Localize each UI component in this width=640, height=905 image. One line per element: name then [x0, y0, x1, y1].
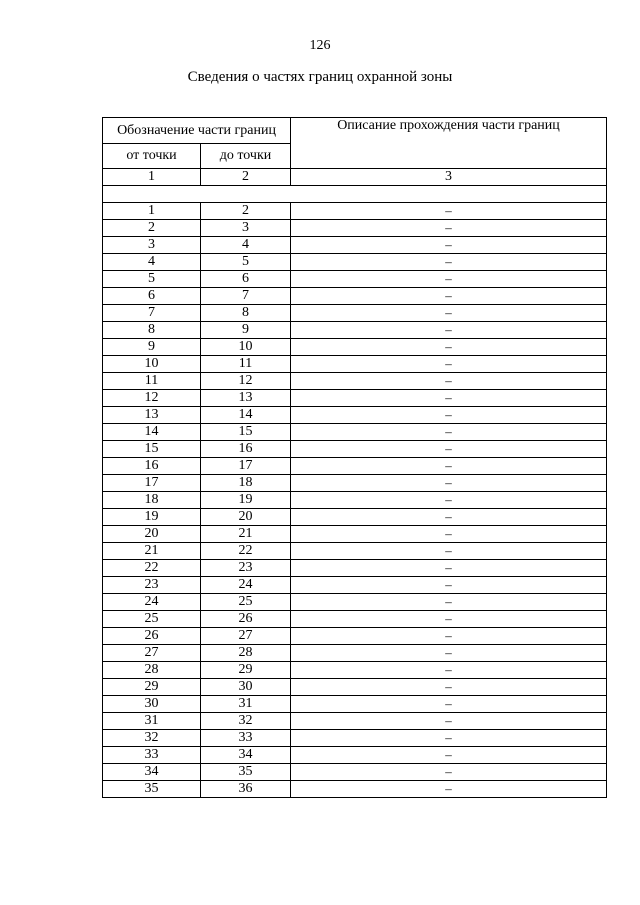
from-point-cell: 30	[103, 696, 201, 713]
to-point-cell: 8	[201, 305, 291, 322]
to-point-cell: 32	[201, 713, 291, 730]
description-cell: –	[291, 543, 607, 560]
from-point-cell: 3	[103, 237, 201, 254]
to-point-cell: 10	[201, 339, 291, 356]
table-row	[103, 713, 607, 730]
from-point-cell: 23	[103, 577, 201, 594]
header-row-main	[103, 118, 607, 144]
to-point-cell: 12	[201, 373, 291, 390]
from-point-cell: 11	[103, 373, 201, 390]
to-point-cell: 16	[201, 441, 291, 458]
table-row	[103, 492, 607, 509]
description-cell: –	[291, 730, 607, 747]
to-point-cell: 13	[201, 390, 291, 407]
from-point-cell: 25	[103, 611, 201, 628]
table-row	[103, 747, 607, 764]
table-row	[103, 475, 607, 492]
from-point-cell: 21	[103, 543, 201, 560]
from-point-cell: 10	[103, 356, 201, 373]
table-row	[103, 441, 607, 458]
table-row	[103, 271, 607, 288]
table-row	[103, 356, 607, 373]
to-point-cell: 28	[201, 645, 291, 662]
description-cell: –	[291, 526, 607, 543]
header-boundary-designation: Обозначение части границ	[103, 118, 291, 144]
description-cell: –	[291, 220, 607, 237]
from-point-cell: 13	[103, 407, 201, 424]
description-cell: –	[291, 560, 607, 577]
description-cell: –	[291, 407, 607, 424]
from-point-cell: 22	[103, 560, 201, 577]
description-cell: –	[291, 679, 607, 696]
description-cell: –	[291, 747, 607, 764]
table-row	[103, 305, 607, 322]
header-to-point: до точки	[201, 144, 291, 169]
to-point-cell: 6	[201, 271, 291, 288]
spacer-cell	[103, 186, 607, 203]
description-cell: –	[291, 339, 607, 356]
from-point-cell: 12	[103, 390, 201, 407]
to-point-cell: 3	[201, 220, 291, 237]
table-row	[103, 424, 607, 441]
description-cell: –	[291, 577, 607, 594]
table-row	[103, 764, 607, 781]
table-row	[103, 509, 607, 526]
to-point-cell: 21	[201, 526, 291, 543]
table-row	[103, 339, 607, 356]
description-cell: –	[291, 305, 607, 322]
from-point-cell: 33	[103, 747, 201, 764]
description-cell: –	[291, 458, 607, 475]
header-boundary-description: Описание прохождения части границ	[291, 118, 607, 169]
to-point-cell: 27	[201, 628, 291, 645]
from-point-cell: 4	[103, 254, 201, 271]
from-point-cell: 28	[103, 662, 201, 679]
to-point-cell: 35	[201, 764, 291, 781]
to-point-cell: 4	[201, 237, 291, 254]
from-point-cell: 2	[103, 220, 201, 237]
table-row	[103, 458, 607, 475]
page-number: 126	[309, 38, 331, 53]
table-row	[103, 237, 607, 254]
table-row	[103, 373, 607, 390]
table-row	[103, 220, 607, 237]
table-row	[103, 390, 607, 407]
table-row	[103, 645, 607, 662]
description-cell: –	[291, 271, 607, 288]
table-body	[103, 169, 607, 798]
table-row	[103, 526, 607, 543]
table-row	[103, 203, 607, 220]
spacer-row	[103, 186, 607, 203]
to-point-cell: 17	[201, 458, 291, 475]
description-cell: –	[291, 764, 607, 781]
table-row	[103, 254, 607, 271]
to-point-cell: 26	[201, 611, 291, 628]
from-point-cell: 1	[103, 203, 201, 220]
table-row	[103, 696, 607, 713]
table-row	[103, 662, 607, 679]
table-header	[103, 118, 607, 169]
from-point-cell: 15	[103, 441, 201, 458]
from-point-cell: 34	[103, 764, 201, 781]
description-cell: –	[291, 594, 607, 611]
table-row	[103, 577, 607, 594]
description-cell: –	[291, 322, 607, 339]
description-cell: –	[291, 254, 607, 271]
description-cell: –	[291, 237, 607, 254]
to-point-cell: 25	[201, 594, 291, 611]
to-point-cell: 34	[201, 747, 291, 764]
from-point-cell: 26	[103, 628, 201, 645]
description-cell: –	[291, 645, 607, 662]
description-cell: –	[291, 288, 607, 305]
to-point-cell: 22	[201, 543, 291, 560]
column-number-row	[103, 169, 607, 186]
to-point-cell: 33	[201, 730, 291, 747]
from-point-cell: 8	[103, 322, 201, 339]
to-point-cell: 2	[201, 203, 291, 220]
description-cell: –	[291, 492, 607, 509]
from-point-cell: 7	[103, 305, 201, 322]
to-point-cell: 24	[201, 577, 291, 594]
from-point-cell: 5	[103, 271, 201, 288]
table-row	[103, 322, 607, 339]
to-point-cell: 29	[201, 662, 291, 679]
description-cell: –	[291, 424, 607, 441]
from-point-cell: 19	[103, 509, 201, 526]
table-row	[103, 560, 607, 577]
description-cell: –	[291, 356, 607, 373]
to-point-cell: 15	[201, 424, 291, 441]
from-point-cell: 29	[103, 679, 201, 696]
table-row	[103, 730, 607, 747]
to-point-cell: 31	[201, 696, 291, 713]
to-point-cell: 23	[201, 560, 291, 577]
column-number-1: 1	[103, 169, 201, 186]
page-title: Сведения о частях границ охранной зоны	[187, 69, 453, 85]
to-point-cell: 5	[201, 254, 291, 271]
description-cell: –	[291, 475, 607, 492]
table-row	[103, 611, 607, 628]
description-cell: –	[291, 662, 607, 679]
description-cell: –	[291, 441, 607, 458]
from-point-cell: 32	[103, 730, 201, 747]
from-point-cell: 27	[103, 645, 201, 662]
to-point-cell: 36	[201, 781, 291, 798]
from-point-cell: 18	[103, 492, 201, 509]
from-point-cell: 20	[103, 526, 201, 543]
table-row	[103, 679, 607, 696]
header-from-point: от точки	[103, 144, 201, 169]
from-point-cell: 24	[103, 594, 201, 611]
table-row	[103, 288, 607, 305]
column-number-2: 2	[201, 169, 291, 186]
description-cell: –	[291, 781, 607, 798]
description-cell: –	[291, 509, 607, 526]
to-point-cell: 9	[201, 322, 291, 339]
description-cell: –	[291, 203, 607, 220]
table-row	[103, 594, 607, 611]
column-number-3: 3	[291, 169, 607, 186]
boundary-parts-table	[102, 117, 607, 798]
description-cell: –	[291, 611, 607, 628]
from-point-cell: 31	[103, 713, 201, 730]
description-cell: –	[291, 373, 607, 390]
from-point-cell: 14	[103, 424, 201, 441]
to-point-cell: 7	[201, 288, 291, 305]
table-row	[103, 543, 607, 560]
from-point-cell: 9	[103, 339, 201, 356]
to-point-cell: 14	[201, 407, 291, 424]
table-row	[103, 781, 607, 798]
from-point-cell: 6	[103, 288, 201, 305]
to-point-cell: 20	[201, 509, 291, 526]
description-cell: –	[291, 628, 607, 645]
description-cell: –	[291, 696, 607, 713]
from-point-cell: 17	[103, 475, 201, 492]
table-row	[103, 407, 607, 424]
description-cell: –	[291, 390, 607, 407]
table-row	[103, 628, 607, 645]
from-point-cell: 35	[103, 781, 201, 798]
to-point-cell: 18	[201, 475, 291, 492]
description-cell: –	[291, 713, 607, 730]
to-point-cell: 30	[201, 679, 291, 696]
to-point-cell: 11	[201, 356, 291, 373]
to-point-cell: 19	[201, 492, 291, 509]
from-point-cell: 16	[103, 458, 201, 475]
